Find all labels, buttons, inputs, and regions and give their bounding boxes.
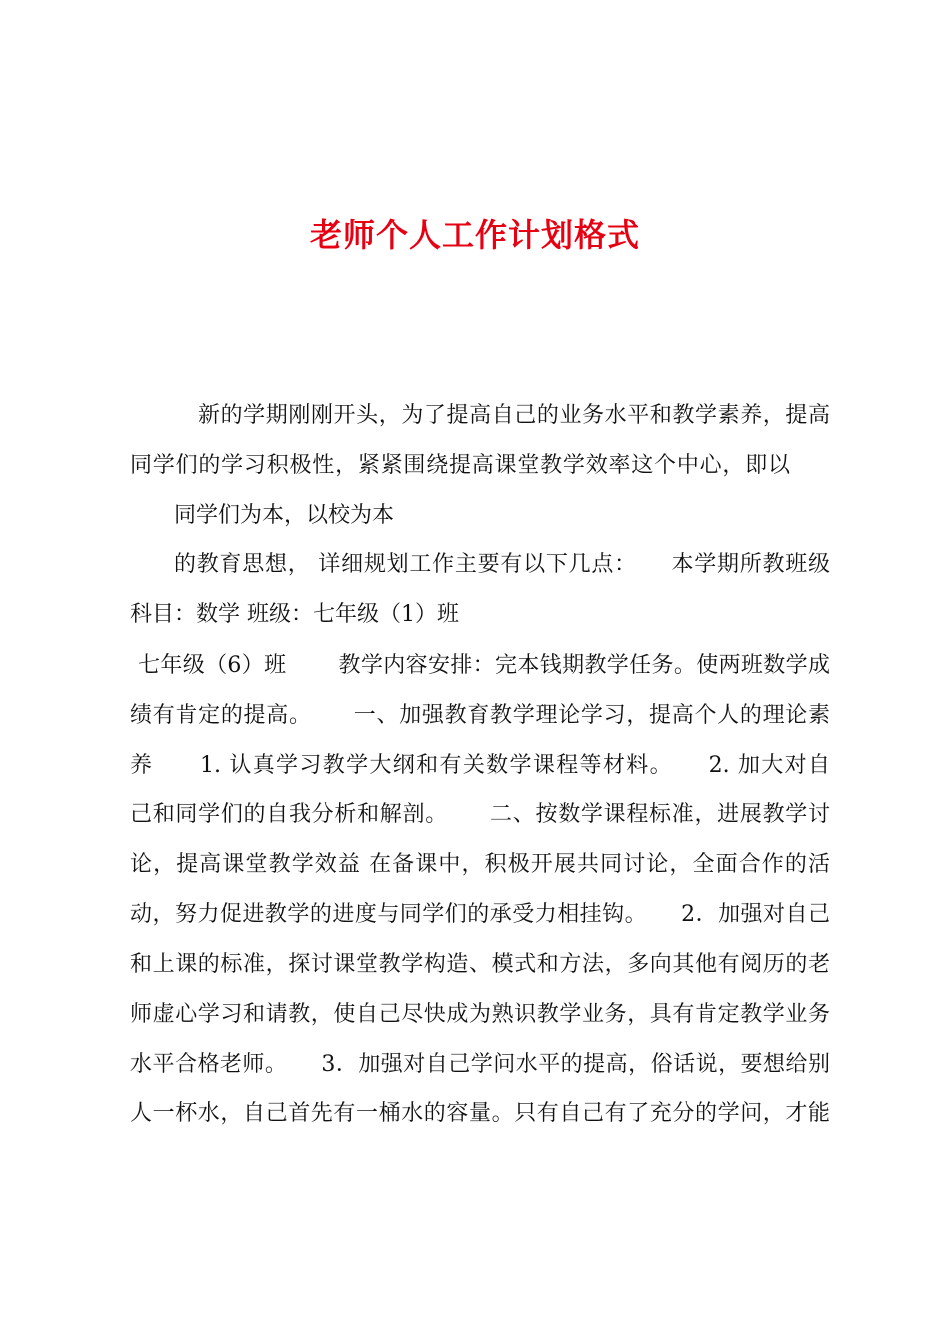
body-line-6: 七年级（6）班 教学内容安排：完本钱期教学任务。使两班数学成 bbox=[138, 653, 830, 678]
body-line-11: 动，努力促进教学的进度与同学们的承受力相挂钩。 2．加强对自己 bbox=[130, 902, 830, 927]
body-line-8: 养 1. 认真学习教学大纲和有关数学课程等材料。 2. 加大对自 bbox=[130, 753, 830, 778]
body-line-9: 己和同学们的自我分析和解剖。 二、按数学课程标准，进展教学讨 bbox=[130, 802, 830, 827]
body-line-13: 师虚心学习和请教，使自己尽快成为熟识教学业务，具有肯定教学业务 bbox=[130, 1002, 830, 1027]
body-line-2: 同学们的学习积极性，紧紧围绕提高课堂教学效率这个中心，即以 bbox=[130, 453, 790, 478]
body-line-14: 水平合格老师。 3．加强对自己学问水平的提高，俗话说，要想给别 bbox=[130, 1052, 830, 1077]
body-line-3: 同学们为本，以校为本 bbox=[174, 503, 395, 528]
body-line-5: 科目：数学 班级：七年级（1）班 bbox=[130, 602, 459, 627]
document-title: 老师个人工作计划格式 bbox=[309, 216, 640, 254]
body-line-10: 论，提高课堂教学效益 在备课中，积极开展共同讨论，全面合作的活 bbox=[130, 852, 830, 877]
body-line-1: 新的学期刚刚开头，为了提高自己的业务水平和教学素养，提高 bbox=[198, 403, 830, 428]
body-line-4: 的教育思想， 详细规划工作主要有以下几点： 本学期所教班级 bbox=[174, 552, 830, 577]
body-line-7: 绩有肯定的提高。 一、加强教育教学理论学习，提高个人的理论素 bbox=[130, 703, 830, 728]
body-line-15: 人一杯水，自己首先有一桶水的容量。只有自己有了充分的学问，才能 bbox=[130, 1101, 830, 1126]
body-line-12: 和上课的标准，探讨课堂教学构造、模式和方法，多向其他有阅历的老 bbox=[130, 952, 830, 977]
